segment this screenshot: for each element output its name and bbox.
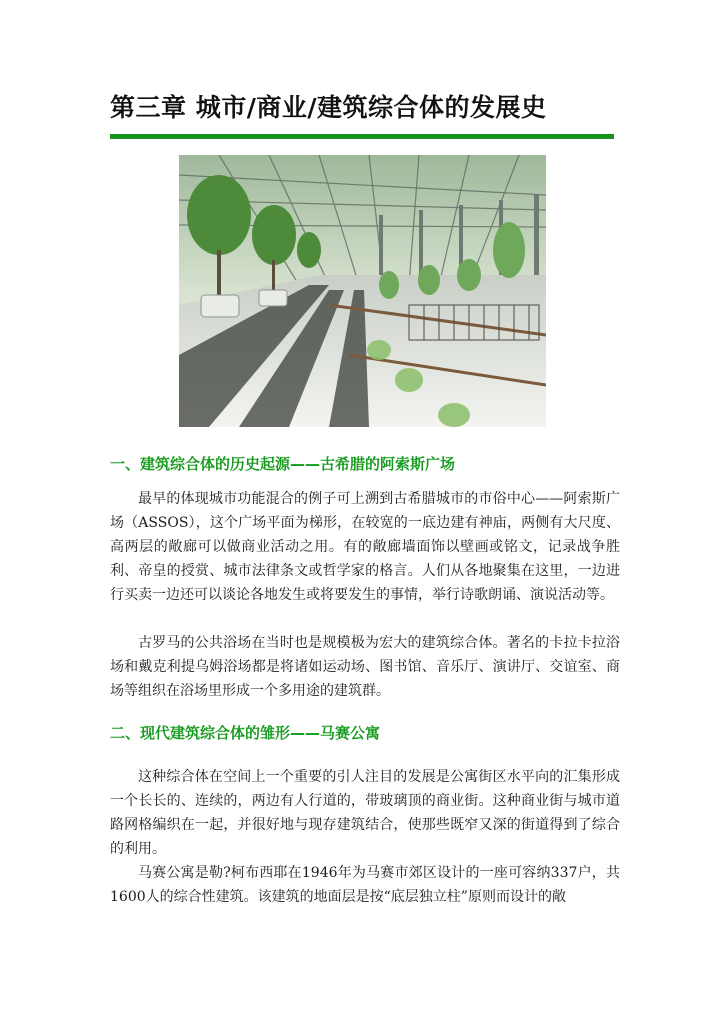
section-2-paragraph-1: 这种综合体在空间上一个重要的引人注目的发展是公寓街区水平向的汇集形成一个长长的、连续的，两边有人行道的，带玻璃顶的商业街。这种商业街与城市道路网格编织在一起，并很好地与现存建筑结合，使那些既窄又深的街道得到了综合的利用。 [110, 769, 620, 857]
section-2-paragraph-2: 马赛公寓是勒?柯布西耶在1946年为马赛市郊区设计的一座可容纳337户，共1600人的综合性建筑。该建筑的地面层是按“底层独立柱”原则而设计的敞 [110, 865, 620, 905]
section-heading-1: 一、建筑综合体的历史起源——古希腊的阿索斯广场 [110, 455, 456, 473]
atrium-photo [179, 155, 546, 427]
page-title: 第三章 城市/商业/建筑综合体的发展史 [110, 93, 547, 122]
section-heading-2: 二、现代建筑综合体的雏形——马赛公寓 [110, 724, 381, 742]
section-1-paragraph-1: 最早的体现城市功能混合的例子可上溯到古希腊城市的市俗中心——阿索斯广场（ASSOS），这个广场平面为梯形，在较宽的一底边建有神庙，两侧有大尺度、高两层的敞廊可以做商业活动之用。有的敞廊墙面饰以壁画或铭文，记录战争胜利、帝皇的授赏、城市法律条文或哲学家的格言。人们从各地聚集在这里，一边进行买卖一边还可以谈论各地发生或将要发生的事情，举行诗歌朗诵、演说活动等。 [110, 491, 620, 603]
title-underline [110, 134, 614, 139]
section-1-paragraph-2: 古罗马的公共浴场在当时也是规模极为宏大的建筑综合体。著名的卡拉卡拉浴场和戴克利提乌姆浴场都是将诸如运动场、图书馆、音乐厅、演讲厅、交谊室、商场等组织在浴场里形成一个多用途的建筑群。 [110, 635, 620, 699]
